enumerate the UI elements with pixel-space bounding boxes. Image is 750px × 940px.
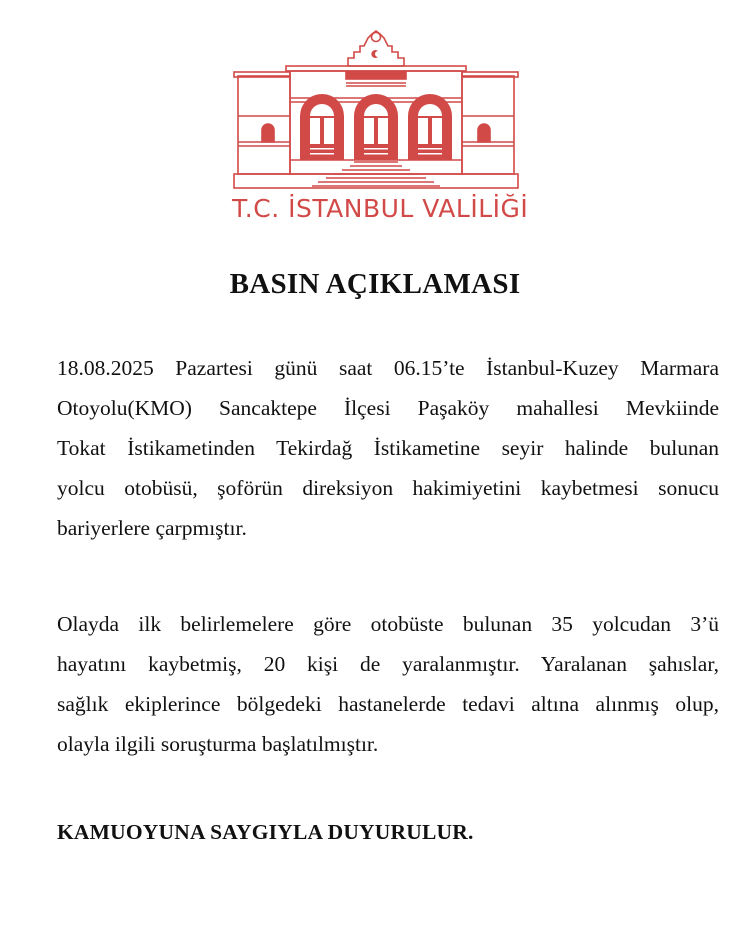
paragraph-line: olayla ilgili soruşturma başlatılmıştır. [57,732,379,756]
paragraph-1 [57,348,719,548]
paragraph-line: hayatını kaybetmiş, 20 kişi de yaralanmıştır. Yaralanan şahıslar, [57,652,719,676]
logo [232,24,529,224]
paragraph-line: Otoyolu(KMO) Sancaktepe İlçesi Paşaköy mahallesi Mevkiinde [57,396,719,420]
paragraph-line: Tokat İstikametinden Tekirdağ İstikametine seyir halinde bulunan [57,436,719,460]
paragraph-line: sağlık ekiplerince bölgedeki hastanelerde tedavi altına alınmış olup, [57,692,719,716]
paragraph-line: Olayda ilk belirlemelere göre otobüste bulunan 35 yolcudan 3’ü [57,612,719,636]
document-title: BASIN AÇIKLAMASI [229,268,521,300]
paragraph-2 [57,604,719,764]
logo-text: T.C. İSTANBUL VALİLİĞİ [232,194,529,223]
paragraph-line: 18.08.2025 Pazartesi günü saat 06.15’te İstanbul-Kuzey Marmara [57,356,719,380]
paragraph-line: bariyerlere çarpmıştır. [57,516,247,540]
paragraph-line: yolcu otobüsü, şoförün direksiyon hakimiyetini kaybetmesi sonucu [57,476,719,500]
governorship-building-icon [232,24,520,194]
closing-statement: KAMUOYUNA SAYGIYLA DUYURULUR. [57,820,474,844]
